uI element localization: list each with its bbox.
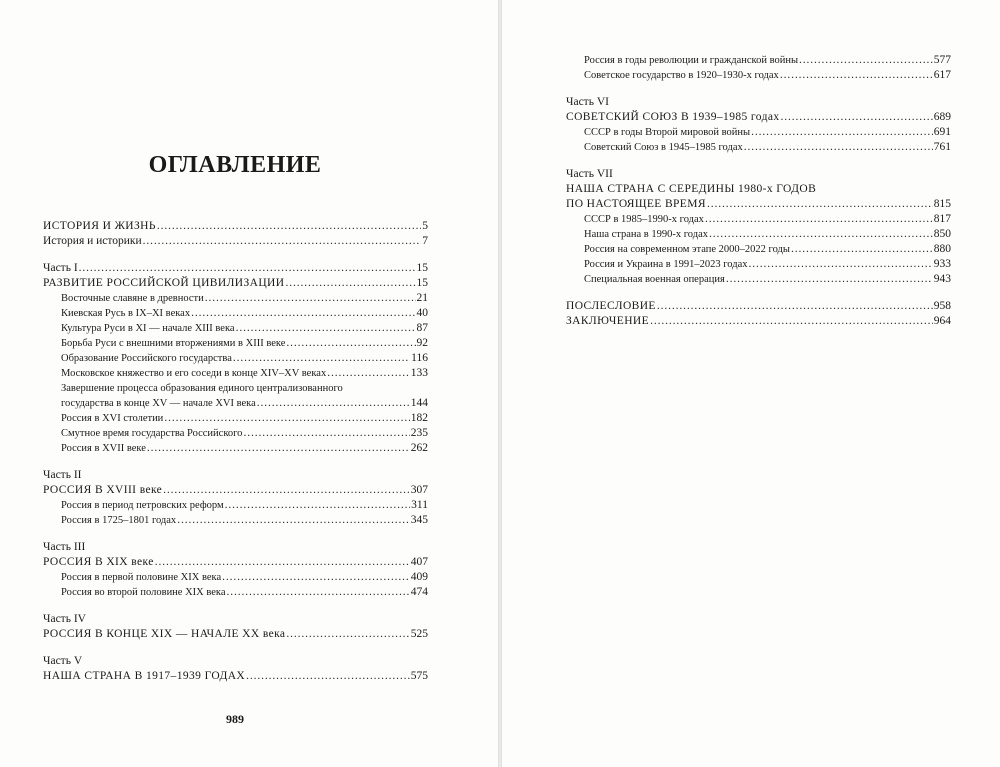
toc-entry: Россия и Украина в 1991–2023 годах . . . 933 <box>566 257 951 272</box>
toc-entry: Россия в годы революции и гражданской войны . . . 577 <box>566 53 951 68</box>
toc-entry: ПОСЛЕСЛОВИЕ . . . 958 <box>566 299 951 314</box>
page-number: 989 <box>226 712 244 726</box>
toc-entry: Россия в период петровских реформ . . . 311 <box>43 498 428 513</box>
toc-entry: Россия во второй половине XIX века . . . 474 <box>43 585 428 600</box>
toc-entry: Культура Руси в XI — начале XIII века . . . 87 <box>43 321 428 336</box>
toc-part-label: Часть IV <box>43 613 86 625</box>
toc-right-column <box>566 53 951 329</box>
toc-entry: Специальная военная операция . . . 943 <box>566 272 951 287</box>
toc-entry: Образование Российского государства . . . 116 <box>43 351 428 366</box>
toc-entry: Россия в 1725–1801 годах . . . 345 <box>43 513 428 528</box>
toc-part-heading: РАЗВИТИЕ РОССИЙСКОЙ ЦИВИЛИЗАЦИИ . . . 15 <box>43 276 428 291</box>
toc-part-label: Часть III <box>43 541 86 553</box>
toc-entry: Киевская Русь в IX–XI веках . . . 40 <box>43 306 428 321</box>
toc-part-heading: НАША СТРАНА В 1917–1939 ГОДАХ . . . 575 <box>43 669 428 684</box>
toc-entry: Московское княжество и его соседи в конце XIV–XV веках . . . 133 <box>43 366 428 381</box>
toc-entry: Советское государство в 1920–1930-х годах . . . 617 <box>566 68 951 83</box>
toc-entry: Советский Союз в 1945–1985 годах . . . 761 <box>566 140 951 155</box>
toc-part-label: Часть VII <box>566 168 613 180</box>
toc-entry: Борьба Руси с внешними вторжениями в XIII веке . . . 92 <box>43 336 428 351</box>
toc-part-label: Часть V <box>43 655 83 667</box>
toc-part-label: Часть I . . . 15 <box>43 261 428 276</box>
toc-entry: государства в конце XV — начале XVI века . . . 144 <box>43 396 428 411</box>
toc-part-heading: РОССИЯ В XIX веке . . . 407 <box>43 555 428 570</box>
toc-entry: История и историки . . . 7 <box>43 234 428 249</box>
toc-entry: СССР в годы Второй мировой войны . . . 691 <box>566 125 951 140</box>
toc-part-heading: ПО НАСТОЯЩЕЕ ВРЕМЯ . . . 815 <box>566 197 951 212</box>
toc-entry: Смутное время государства Российского . . . 235 <box>43 426 428 441</box>
toc-part-heading: СОВЕТСКИЙ СОЮЗ В 1939–1985 годах . . . 689 <box>566 110 951 125</box>
toc-entry: СССР в 1985–1990-х годах . . . 817 <box>566 212 951 227</box>
toc-entry: Наша страна в 1990-х годах . . . 850 <box>566 227 951 242</box>
toc-entry-wrapped-line: Завершение процесса образования единого централизованного <box>61 383 343 394</box>
toc-entry: ЗАКЛЮЧЕНИЕ . . . 964 <box>566 314 951 329</box>
toc-part-label: Часть VI <box>566 96 609 108</box>
toc-entry: ИСТОРИЯ И ЖИЗНЬ . . . 5 <box>43 219 428 234</box>
toc-entry: Россия в XVI столетии . . . 182 <box>43 411 428 426</box>
toc-left-column <box>43 219 428 684</box>
toc-part-label: Часть II <box>43 469 82 481</box>
toc-entry: Россия в XVII веке . . . 262 <box>43 441 428 456</box>
toc-entry: Россия в первой половине XIX века . . . 409 <box>43 570 428 585</box>
toc-part-heading: РОССИЯ В XVIII веке . . . 307 <box>43 483 428 498</box>
toc-entry: Россия на современном этапе 2000–2022 годы . . . 880 <box>566 242 951 257</box>
toc-entry: Восточные славяне в древности . . . 21 <box>43 291 428 306</box>
page-title: ОГЛАВЛЕНИЕ <box>148 152 322 178</box>
toc-part-heading: РОССИЯ В КОНЦЕ XIX — НАЧАЛЕ XX века . . . 525 <box>43 627 428 642</box>
toc-part-heading-line: НАША СТРАНА С СЕРЕДИНЫ 1980-х ГОДОВ <box>566 183 817 195</box>
